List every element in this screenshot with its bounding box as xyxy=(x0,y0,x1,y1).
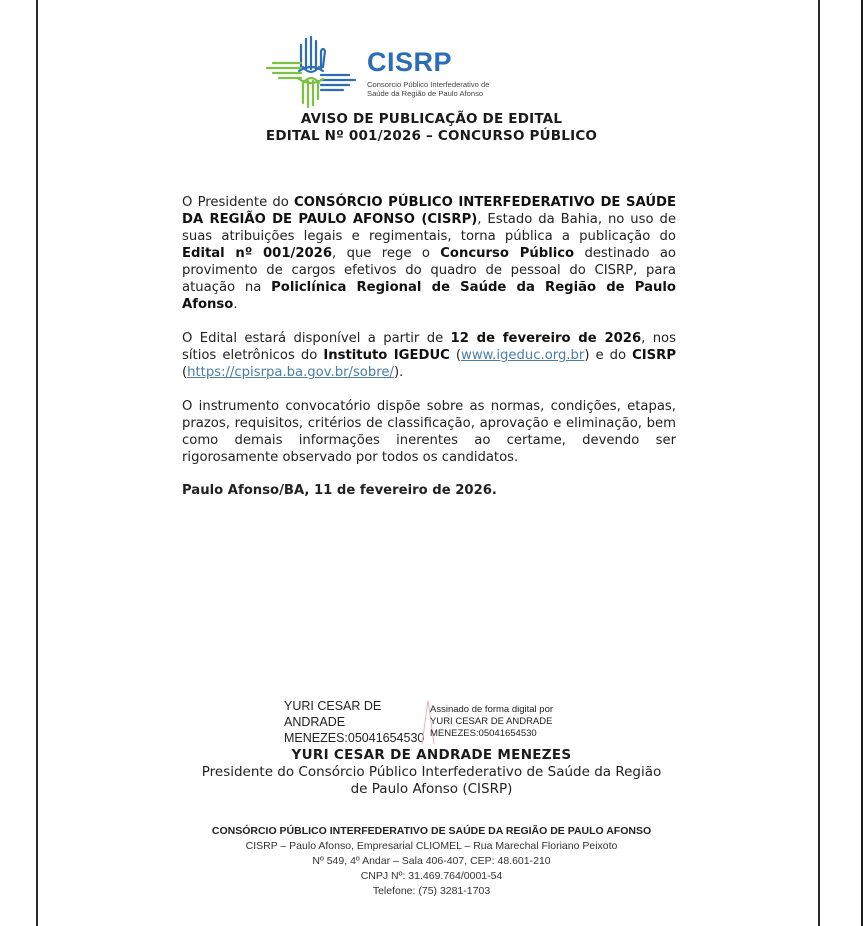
paragraph-availability xyxy=(182,330,676,381)
bold-cisrp: CISRP xyxy=(632,348,676,363)
paragraph-instrument: O instrumento convocatório dispõe sobre as normas, condições, etapas, prazos, requisitos, critérios de classificação, aprovação e eliminação, bem como demais informações inerentes ao certame, devendo ser rigorosamente observado por todos os candidatos. xyxy=(182,399,676,465)
cisrp-logo xyxy=(263,33,523,109)
cisrp-link[interactable]: https://cpisrpa.ba.gov.br/sobre/ xyxy=(187,365,394,380)
role-line2: de Paulo Afonso (CISRP) xyxy=(350,781,513,797)
notice-title: AVISO DE PUBLICAÇÃO DE EDITAL xyxy=(300,111,563,127)
logo-subtitle xyxy=(367,80,489,98)
hands-logo-icon xyxy=(263,33,359,109)
bold-edital-number: Edital nº 001/2026 xyxy=(182,246,333,261)
signatory-role xyxy=(0,764,863,798)
footer-title: CONSÓRCIO PÚBLICO INTERFEDERATIVO DE SAÚDE DA REGIÃO DE PAULO AFONSO xyxy=(211,825,652,837)
logo-subtitle-line2: Saúde da Região de Paulo Afonso xyxy=(367,89,484,98)
bold-concurso: Concurso Público xyxy=(440,246,575,261)
text-span: , Estado da Bahia, no uso de suas atribuições legais e regimentais, torna pública a publicação do xyxy=(182,212,677,244)
footer-address-2: Nº 549, 4º Andar – Sala 406-407, CEP: 48.601-210 xyxy=(312,855,551,867)
text-span: , nos sítios eletrônicos do xyxy=(182,331,677,363)
role-line1: Presidente do Consórcio Público Interfederativo de Saúde da Região xyxy=(201,764,662,780)
bold-igeduc: Instituto IGEDUC xyxy=(323,348,450,363)
sig-right-line3: MENEZES:05041654530 xyxy=(430,728,537,739)
igeduc-link[interactable]: www.igeduc.org.br xyxy=(461,348,585,363)
digital-signature-name xyxy=(284,698,424,746)
signatory-name: YURI CESAR DE ANDRADE MENEZES xyxy=(291,747,572,763)
text-span: ). xyxy=(393,365,404,380)
edital-title: EDITAL Nº 001/2026 – CONCURSO PÚBLICO xyxy=(265,128,598,144)
footer-address-1: CISRP – Paulo Afonso, Empresarial CLIOMEL – Rua Marechal Floriano Peixoto xyxy=(245,840,618,852)
text-span: ( xyxy=(182,365,188,380)
text-span: destinado ao provimento de cargos efetivos do quadro de pessoal do CISRP, para atuação na xyxy=(182,246,676,295)
digital-signature-stamp xyxy=(430,704,553,740)
sig-right-line1: Assinado de forma digital por xyxy=(430,704,554,715)
footer-cnpj: CNPJ Nº: 31.469.764/0001-54 xyxy=(360,870,503,882)
text-span: ) e do xyxy=(584,348,633,363)
sig-left-line3: MENEZES:05041654530 xyxy=(284,731,425,745)
logo-title: CISRP xyxy=(367,47,453,77)
text-span: ( xyxy=(449,348,462,363)
bold-policlinica: Policlínica Regional de Saúde da Região de Paulo Afonso xyxy=(182,280,676,312)
sig-right-line2: YURI CESAR DE ANDRADE xyxy=(430,716,553,727)
bold-consortium-name: CONSÓRCIO PÚBLICO INTERFEDERATIVO DE SAÚDE DA REGIÃO DE PAULO AFONSO (CISRP) xyxy=(182,195,676,227)
text-span: . xyxy=(233,297,238,312)
bold-availability-date: 12 de fevereiro de 2026 xyxy=(450,331,642,346)
text-span: O Presidente do xyxy=(182,195,295,210)
sig-left-line1: YURI CESAR DE xyxy=(284,699,382,713)
sig-left-line2: ANDRADE xyxy=(284,715,346,729)
text-span: , que rege o xyxy=(332,246,441,261)
text-span: O Edital estará disponível a partir de xyxy=(182,331,451,346)
document-footer xyxy=(0,824,863,899)
logo-subtitle-line1: Consorcio Público Interfederativo de xyxy=(367,80,490,89)
footer-phone: Telefone: (75) 3281-1703 xyxy=(372,885,491,897)
place-date: Paulo Afonso/BA, 11 de fevereiro de 2026. xyxy=(182,483,497,498)
paragraph-intro xyxy=(182,194,676,313)
